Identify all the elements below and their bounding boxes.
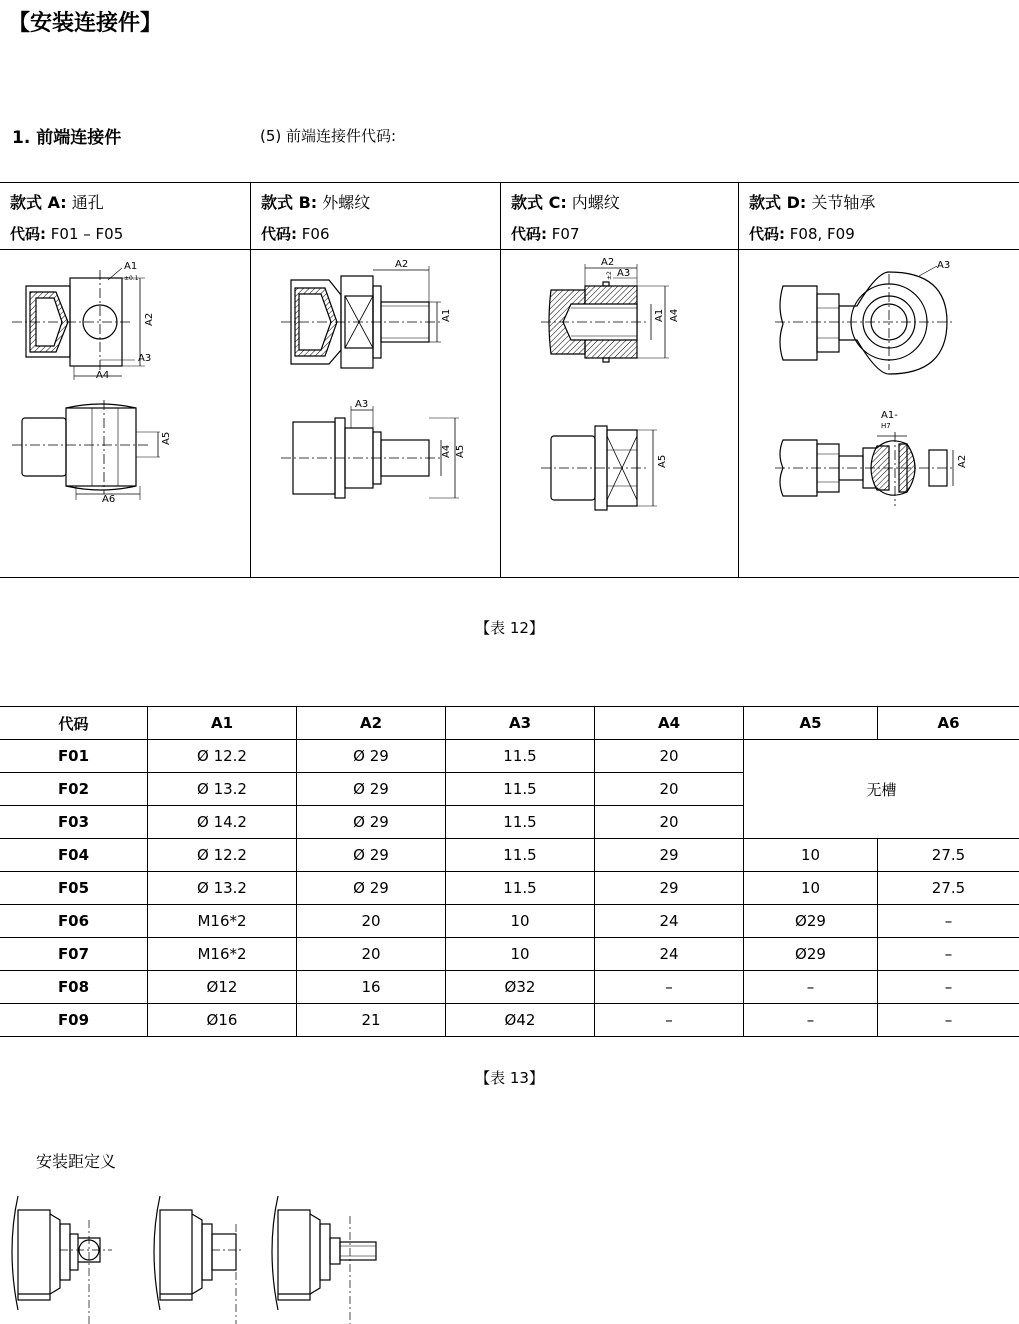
svg-text:A4: A4: [669, 308, 680, 322]
svg-text:A2: A2: [601, 257, 615, 268]
svg-text:A2: A2: [395, 259, 409, 270]
cell: –: [878, 971, 1019, 1004]
header-a1: A1: [148, 707, 297, 740]
style-a-column: [0, 183, 251, 577]
svg-text:±0.1: ±0.1: [124, 275, 139, 282]
cell: F01: [0, 740, 148, 773]
table-row: [0, 971, 1019, 1004]
cell: –: [595, 1004, 744, 1037]
cell: 11.5: [446, 872, 595, 905]
section-heading: 1. 前端连接件: [12, 128, 122, 148]
style-a-drawing: [0, 250, 250, 576]
header-a3: A3: [446, 707, 595, 740]
cell: –: [595, 971, 744, 1004]
svg-text:A3: A3: [937, 260, 951, 271]
table-row: [0, 905, 1019, 938]
cell: –: [878, 1004, 1019, 1037]
cell: F09: [0, 1004, 148, 1037]
mount-distance-heading: 安装距定义: [36, 1152, 117, 1171]
cell: 10: [744, 872, 878, 905]
cell: Ø42: [446, 1004, 595, 1037]
cell: 29: [595, 872, 744, 905]
cell: Ø29: [744, 905, 878, 938]
header-a6: A6: [878, 707, 1019, 740]
table-row: [0, 938, 1019, 971]
cell: Ø 29: [297, 872, 446, 905]
style-b-drawing: [251, 250, 500, 576]
header-code: 代码: [0, 707, 148, 740]
cell: 29: [595, 839, 744, 872]
svg-text:A2: A2: [957, 454, 968, 468]
style-a-code: 代码: F01 – F05: [10, 225, 124, 243]
style-d-drawing: [739, 250, 1019, 576]
svg-text:A5: A5: [161, 431, 172, 445]
cell: –: [878, 905, 1019, 938]
svg-text:A2: A2: [144, 312, 155, 326]
style-c-code: 代码: F07: [511, 225, 580, 243]
table-13-caption: 【表 13】: [475, 1069, 544, 1087]
cell: Ø 13.2: [148, 872, 297, 905]
cell: M16*2: [148, 905, 297, 938]
table-row: [0, 839, 1019, 872]
cell: F02: [0, 773, 148, 806]
svg-text:A6: A6: [102, 494, 116, 505]
cell: Ø29: [744, 938, 878, 971]
svg-text:H7: H7: [881, 422, 891, 430]
cell: –: [744, 971, 878, 1004]
cell: Ø 13.2: [148, 773, 297, 806]
svg-text:A1: A1: [441, 308, 452, 322]
no-groove-cell: 无槽: [744, 740, 1019, 839]
cell: 10: [446, 905, 595, 938]
table-row: [0, 740, 1019, 773]
style-a-name: 款式 A: 通孔: [10, 193, 104, 212]
mount-distance-drawing: [0, 1190, 420, 1324]
style-b-column: [251, 183, 501, 577]
svg-text:A4: A4: [441, 444, 452, 458]
svg-text:A3: A3: [617, 268, 631, 279]
cell: 27.5: [878, 872, 1019, 905]
cell: 20: [595, 773, 744, 806]
cell: 20: [595, 806, 744, 839]
cell: 16: [297, 971, 446, 1004]
connector-spec-table: [0, 706, 1019, 1037]
cell: Ø 29: [297, 839, 446, 872]
cell: 24: [595, 905, 744, 938]
cell: F08: [0, 971, 148, 1004]
cell: Ø12: [148, 971, 297, 1004]
cell: F05: [0, 872, 148, 905]
cell: Ø 12.2: [148, 740, 297, 773]
cell: 10: [744, 839, 878, 872]
style-table: [0, 182, 1019, 578]
style-b-code: 代码: F06: [261, 225, 330, 243]
cell: Ø16: [148, 1004, 297, 1037]
style-d-name: 款式 D: 关节轴承: [749, 193, 876, 212]
cell: 10: [446, 938, 595, 971]
cell: 27.5: [878, 839, 1019, 872]
cell: –: [744, 1004, 878, 1037]
table-header-row: [0, 707, 1019, 740]
cell: 20: [595, 740, 744, 773]
style-d-code: 代码: F08, F09: [749, 225, 855, 243]
cell: F04: [0, 839, 148, 872]
cell: 20: [297, 938, 446, 971]
cell: 21: [297, 1004, 446, 1037]
cell: Ø 14.2: [148, 806, 297, 839]
style-c-column: [501, 183, 739, 577]
cell: 11.5: [446, 740, 595, 773]
cell: Ø 29: [297, 773, 446, 806]
cell: F07: [0, 938, 148, 971]
style-c-drawing: [501, 250, 738, 576]
cell: Ø 29: [297, 806, 446, 839]
cell: F03: [0, 806, 148, 839]
table-row: [0, 1004, 1019, 1037]
cell: M16*2: [148, 938, 297, 971]
svg-text:A5: A5: [455, 444, 466, 458]
header-a5: A5: [744, 707, 878, 740]
style-c-name: 款式 C: 内螺纹: [511, 193, 620, 212]
cell: –: [878, 938, 1019, 971]
subsection-heading: (5) 前端连接件代码:: [260, 127, 397, 145]
table-row: [0, 872, 1019, 905]
header-a4: A4: [595, 707, 744, 740]
svg-text:A3: A3: [355, 399, 369, 410]
style-d-column: [739, 183, 1019, 577]
svg-text:A5: A5: [657, 454, 668, 468]
cell: 11.5: [446, 839, 595, 872]
svg-text:±2: ±2: [606, 271, 613, 280]
header-a2: A2: [297, 707, 446, 740]
cell: 20: [297, 905, 446, 938]
cell: F06: [0, 905, 148, 938]
table-12-caption: 【表 12】: [475, 619, 544, 637]
page-title: 【安装连接件】: [8, 11, 163, 36]
cell: 11.5: [446, 806, 595, 839]
svg-text:A1-: A1-: [881, 410, 898, 421]
svg-text:A4: A4: [96, 370, 110, 381]
svg-text:A3: A3: [138, 353, 152, 364]
style-b-name: 款式 B: 外螺纹: [261, 193, 371, 212]
cell: Ø 29: [297, 740, 446, 773]
cell: 24: [595, 938, 744, 971]
svg-text:A1: A1: [124, 261, 138, 272]
cell: 11.5: [446, 773, 595, 806]
cell: Ø 12.2: [148, 839, 297, 872]
cell: Ø32: [446, 971, 595, 1004]
svg-text:A1: A1: [654, 308, 665, 322]
